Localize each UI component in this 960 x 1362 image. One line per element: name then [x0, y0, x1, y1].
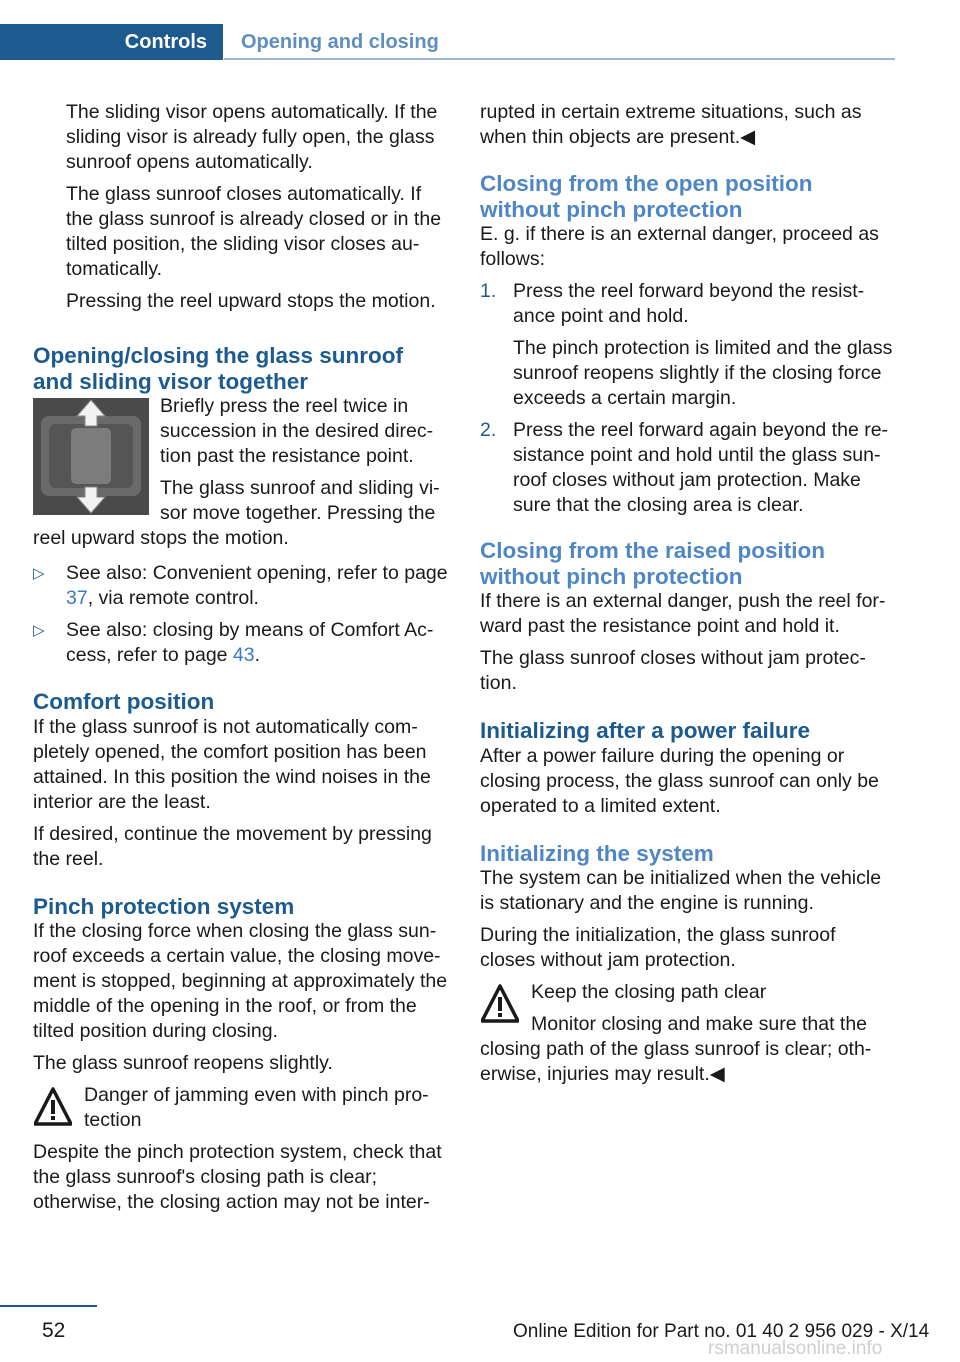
paragraph: The glass sunroof and sliding vi-sor move together. Pressing the reel upward stops the motion.: [33, 477, 440, 549]
watermark: rsmanualsonline.info: [708, 1338, 883, 1359]
heading-raised-position: Closing from the raised position without pinch protection: [480, 538, 826, 589]
warning-triangle-icon: [34, 1087, 72, 1127]
subsection-tab: [224, 24, 895, 60]
page-ref-link[interactable]: 43: [232, 644, 255, 666]
header-rule: [224, 58, 895, 60]
edition-text: Online Edition for Part no. 01 40 2 956 029 - X/14: [513, 1321, 930, 1342]
left-column: [33, 100, 448, 1222]
paragraph: If desired, continue the movement by pressing the reel.: [33, 822, 432, 870]
paragraph: The glass sunroof reopens slightly.: [33, 1052, 333, 1074]
warning-body: Despite the pinch protection system, check that the glass sunroof's closing path is clear; otherwise, the closing action may not be inter-: [33, 1141, 442, 1213]
paragraph: The glass sunroof closes without jam protec-tion.: [480, 647, 866, 694]
heading-init-system: Initializing the system: [480, 840, 714, 866]
paragraph: If the closing force when closing the glass sun-roof exceeds a certain value, the closing move-ment is stopped, beginning at approximately the middle of the opening in the roof, or from the tilted position during closing.: [33, 920, 448, 1042]
list-item: [33, 618, 448, 668]
paragraph: Briefly press the reel twice in succession in the desired direc-tion past the resistance point.: [160, 395, 434, 467]
step-number: 2.: [480, 419, 497, 441]
triangle-bullet-icon: ▷: [33, 565, 45, 582]
list-item-text: .: [254, 644, 261, 666]
right-column: [480, 100, 896, 1094]
paragraph: If the glass sunroof is not automatically com-pletely opened, the comfort position has been attained. In this position the wind noises in the interior are the least.: [33, 715, 431, 813]
heading-comfort: Comfort position: [33, 689, 215, 714]
step-subtext: The pinch protection is limited and the glass sunroof reopens slightly if the closing force exceeds a certain margin.: [513, 337, 893, 409]
reel-switch-image: [33, 398, 149, 515]
list-item: [480, 279, 896, 411]
see-also-list: [33, 561, 448, 668]
step-text: Press the reel forward beyond the resist-ance point and hold.: [513, 280, 865, 327]
list-item-text: See also: closing by means of Comfort Ac-cess, refer to page: [66, 619, 434, 666]
paragraph: E. g. if there is an external danger, proceed as follows:: [480, 223, 879, 270]
warning-block: [480, 980, 896, 1087]
page-number: 52: [42, 1319, 66, 1342]
paragraph: The system can be initialized when the vehicle is stationary and the engine is running.: [480, 867, 882, 914]
warning-body: Monitor closing and make sure that the closing path of the glass sunroof is clear; oth-erwise, injuries may result.◀: [480, 1013, 872, 1085]
paragraph: The sliding visor opens automatically. If the sliding visor is already fully open, the glass sunroof opens automatically.: [66, 101, 438, 173]
list-item-text: , via remote control.: [87, 587, 259, 609]
step-text: Press the reel forward again beyond the re-sistance point and hold until the glass sun-roof closes without jam protection. Make sure that the closing area is clear.: [513, 419, 889, 516]
page-ref-link[interactable]: 37: [66, 587, 88, 609]
page-header: [0, 24, 895, 62]
warning-title: Keep the closing path clear: [531, 981, 767, 1003]
paragraph: If there is an external danger, push the reel for-ward past the resistance point and hold it.: [480, 590, 886, 637]
paragraph: Pressing the reel upward stops the motion.: [66, 290, 436, 312]
heading-together: Opening/closing the glass sunroof and sliding visor together: [33, 343, 404, 394]
list-item: [480, 418, 896, 518]
paragraph: The glass sunroof closes automatically. If the glass sunroof is already closed or in the tilted position, the sliding visor closes au-tomatically.: [66, 183, 442, 280]
paragraph: During the initialization, the glass sunroof closes without jam protection.: [480, 924, 836, 971]
warning-title: Danger of jamming even with pinch pro-tection: [84, 1084, 429, 1131]
heading-init-power: Initializing after a power failure: [480, 718, 811, 743]
list-item: [33, 561, 448, 611]
footer-rule: [0, 1305, 97, 1307]
heading-open-position: Closing from the open position without pinch protection: [480, 171, 813, 222]
triangle-bullet-icon: ▷: [33, 622, 45, 639]
warning-block: [33, 1083, 448, 1215]
warning-triangle-icon: [481, 984, 519, 1024]
paragraph: After a power failure during the opening or closing process, the glass sunroof can only be operated to a limited extent.: [480, 744, 879, 817]
list-item-text: See also: Convenient opening, refer to page: [66, 562, 448, 584]
subsection-label: Opening and closing: [241, 31, 439, 53]
paragraph: rupted in certain extreme situations, such as when thin objects are present.◀: [480, 101, 862, 148]
heading-pinch: Pinch protection system: [33, 893, 295, 919]
steps-list: [480, 279, 896, 518]
step-number: 1.: [480, 280, 497, 302]
section-tab: [0, 24, 223, 60]
section-label: Controls: [124, 31, 207, 53]
